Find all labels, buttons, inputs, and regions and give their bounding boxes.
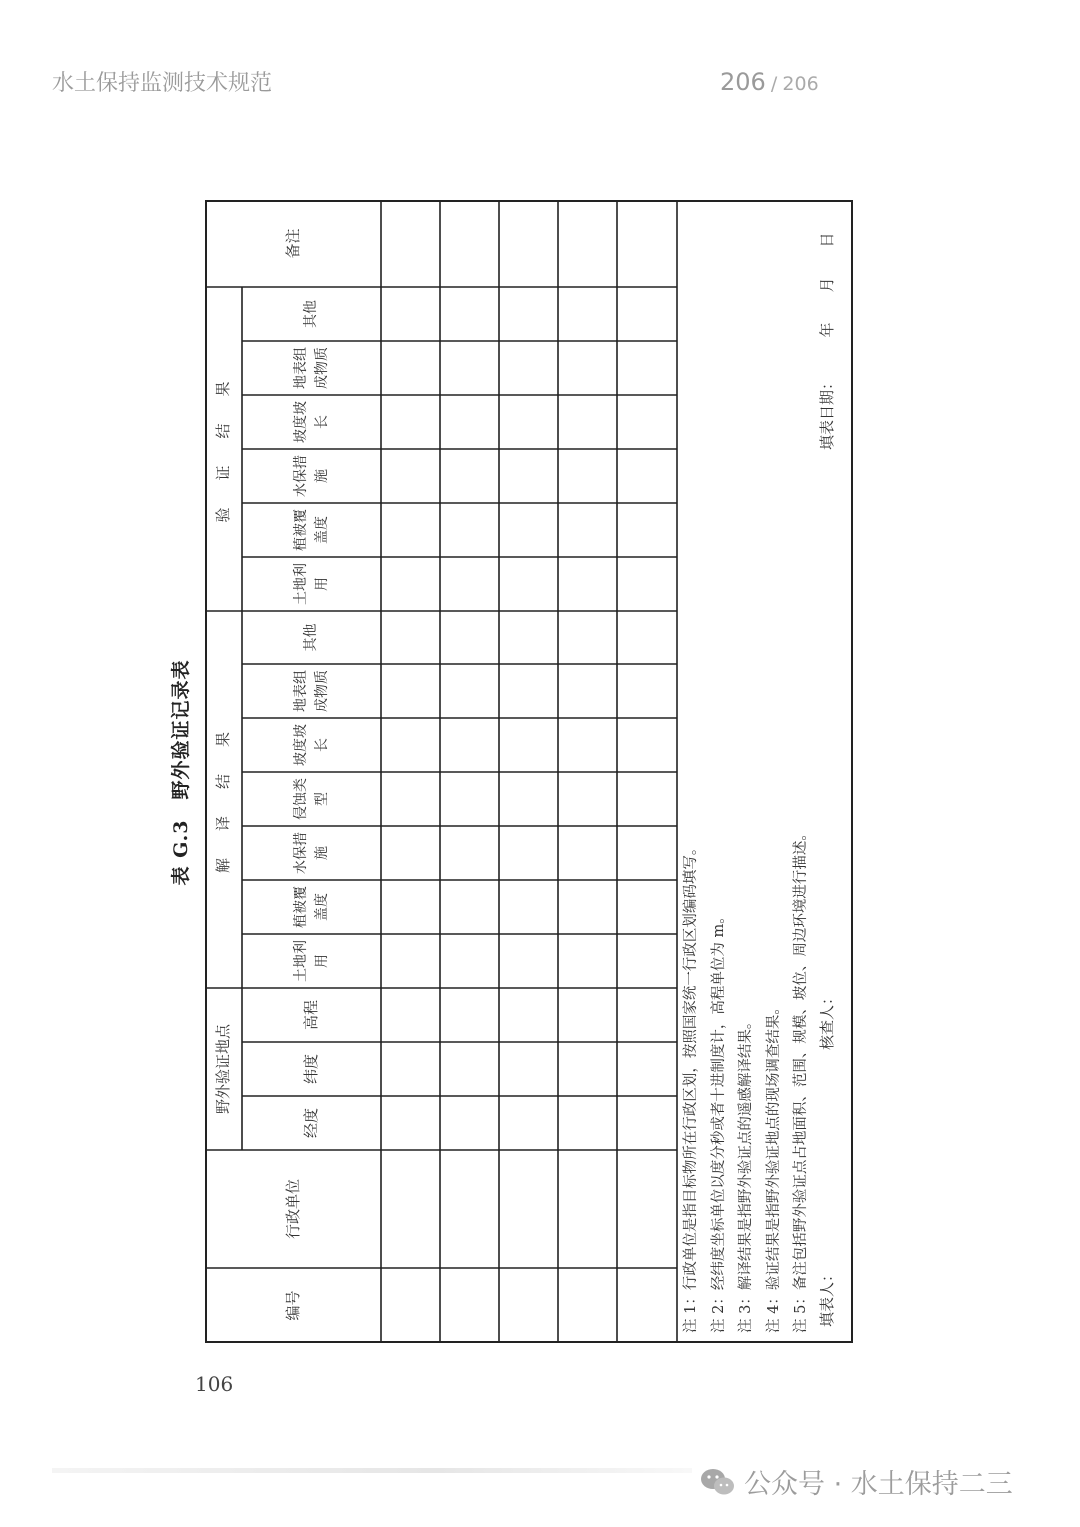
header-interp-vegetation: 植被覆盖度: [292, 886, 330, 928]
checker-signature: 核查人：: [818, 989, 836, 1050]
header-longitude: 经度: [302, 1108, 320, 1139]
header-interp-other: 其他: [303, 623, 319, 652]
header-interp-erosion-type: 侵蚀类型: [292, 778, 330, 820]
total-pages: 206: [782, 73, 819, 95]
document-title: 水土保持监测技术规范: [52, 71, 273, 96]
header-verif-slope: 坡度坡长: [292, 401, 330, 443]
header-verif-vegetation: 植被覆盖度: [292, 509, 330, 551]
header-number: 编号: [283, 1290, 302, 1321]
watermark: [700, 1462, 1013, 1501]
note-item: 注 3：解译结果是指野外验证点的遥感解译结果。: [738, 1014, 754, 1333]
header-verif-other: 其他: [303, 300, 319, 328]
note-item: 注 5：备注包括野外验证点占地面积、范围、规模、坡位、周边环境进行描述。: [793, 826, 809, 1333]
filler-signature: 填表人：: [818, 1266, 836, 1327]
header-admin-unit: 行政单位: [283, 1179, 302, 1240]
header-interp-measures: 水保措施: [292, 832, 330, 874]
header-latitude: 纬度: [302, 1054, 320, 1085]
table-title: 表 G.3 野外验证记录表: [170, 659, 192, 886]
fill-date: 填表日期： 年 月 日: [818, 232, 836, 450]
page-separator: /: [770, 73, 778, 95]
header-interp-land-use: 土地利用: [292, 940, 330, 982]
printed-page-number: 106: [195, 1372, 234, 1396]
header-verif-land-use: 土地利用: [292, 563, 330, 605]
table-notes: [678, 213, 816, 1333]
note-item: 注 4：验证结果是指野外验证地点的现场调查结果。: [765, 1000, 782, 1333]
page-counter: [720, 68, 819, 96]
header-remarks: 备注: [283, 228, 302, 259]
header-interpretation-group: 解 译 结 果: [214, 726, 232, 874]
footer-divider: [52, 1468, 692, 1473]
header-interp-slope: 坡度坡长: [292, 724, 330, 766]
note-item: 注 2：经纬度坐标单位以度分秒或者十进制度计，高程单位为 m。: [710, 909, 727, 1333]
wechat-icon: [700, 1467, 736, 1497]
current-page: 206: [720, 68, 766, 96]
header-interp-surface-material: 地表组成物质: [292, 670, 330, 712]
header-field-location-group: 野外验证地点: [214, 1024, 232, 1115]
header-verif-measures: 水保措施: [292, 455, 330, 497]
header-verif-surface-material: 地表组成物质: [292, 347, 330, 389]
watermark-text: 公众号 · 水土保持二三: [744, 1469, 1013, 1500]
header-elevation: 高程: [302, 1000, 320, 1031]
rotated-page-content: [148, 200, 858, 1345]
note-item: 注 1：行政单位是指目标物所在行政区划，按照国家统一行政区划编码填写。: [683, 840, 699, 1333]
header-verification-group: 验 证 结 果: [214, 375, 232, 523]
